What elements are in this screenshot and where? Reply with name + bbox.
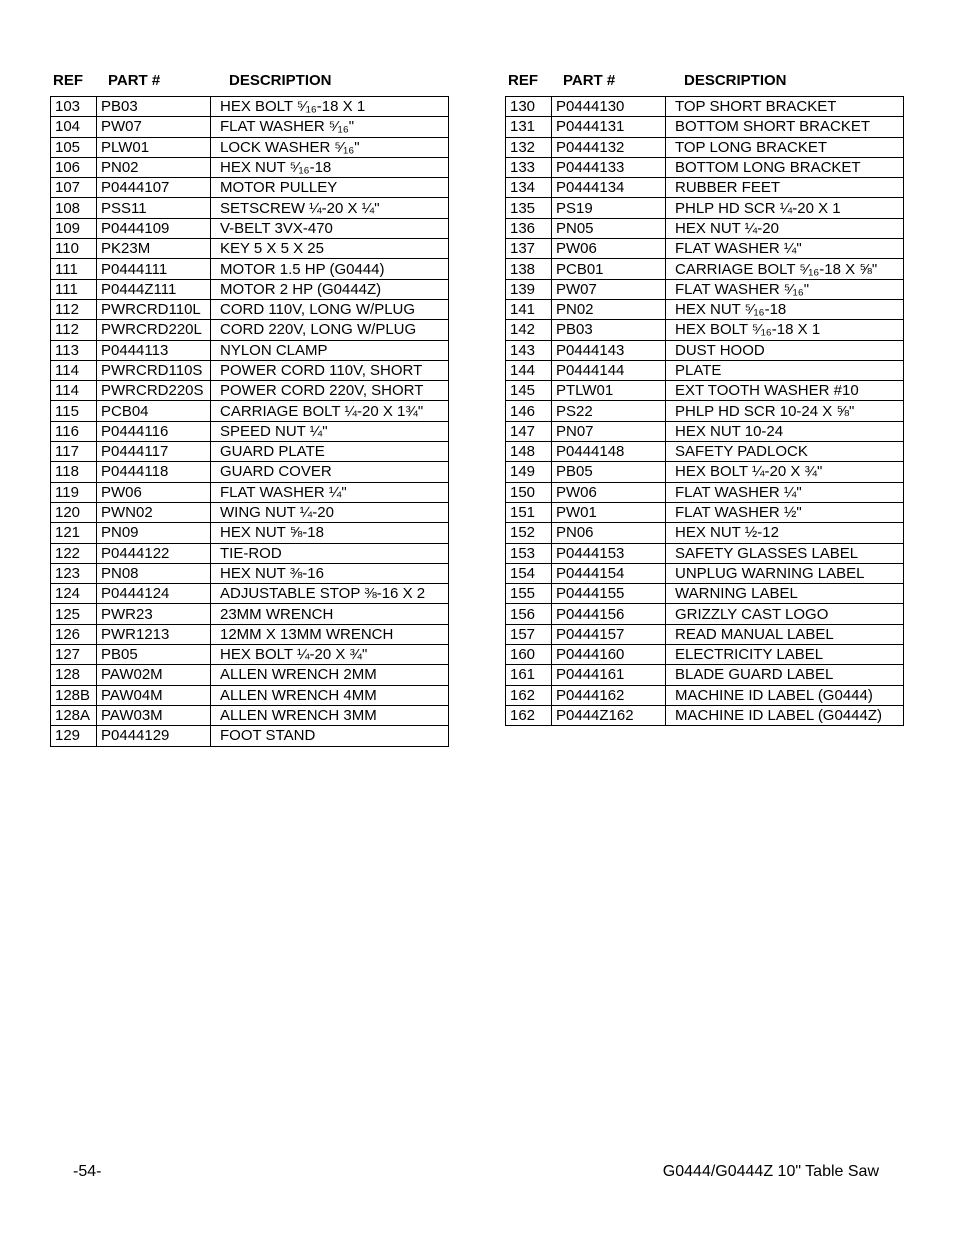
table-row — [506, 259, 904, 279]
description-cell: HEX BOLT ⁵⁄₁₆-18 X 1 — [666, 320, 904, 340]
part-number-cell: PSS11 — [97, 198, 211, 218]
part-number-cell: PN06 — [552, 523, 666, 543]
part-number-cell: PAW04M — [97, 685, 211, 705]
ref-cell: 160 — [506, 645, 552, 665]
description-cell: SPEED NUT ¼" — [211, 421, 449, 441]
description-cell: READ MANUAL LABEL — [666, 624, 904, 644]
ref-cell: 141 — [506, 299, 552, 319]
ref-cell: 124 — [51, 584, 97, 604]
description-cell: KEY 5 X 5 X 25 — [211, 239, 449, 259]
ref-cell: 146 — [506, 401, 552, 421]
description-cell: ELECTRICITY LABEL — [666, 645, 904, 665]
ref-cell: 116 — [51, 421, 97, 441]
part-number-cell: PW06 — [97, 482, 211, 502]
ref-cell: 126 — [51, 624, 97, 644]
table-row — [51, 442, 449, 462]
ref-cell: 115 — [51, 401, 97, 421]
ref-cell: 123 — [51, 563, 97, 583]
part-number-cell: PB05 — [552, 462, 666, 482]
ref-cell: 122 — [51, 543, 97, 563]
table-row — [51, 198, 449, 218]
ref-cell: 145 — [506, 381, 552, 401]
description-cell: MACHINE ID LABEL (G0444) — [666, 685, 904, 705]
ref-cell: 118 — [51, 462, 97, 482]
part-number-cell: P0444153 — [552, 543, 666, 563]
ref-cell: 157 — [506, 624, 552, 644]
description-cell: TOP LONG BRACKET — [666, 137, 904, 157]
part-number-cell: PK23M — [97, 239, 211, 259]
table-row — [51, 563, 449, 583]
manual-title: G0444/G0444Z 10" Table Saw — [662, 1163, 879, 1180]
ref-cell: 108 — [51, 198, 97, 218]
ref-cell: 128B — [51, 685, 97, 705]
part-number-cell: P0444143 — [552, 340, 666, 360]
ref-cell: 143 — [506, 340, 552, 360]
ref-cell: 162 — [506, 705, 552, 725]
table-row — [506, 117, 904, 137]
description-cell: BLADE GUARD LABEL — [666, 665, 904, 685]
part-number-cell: PN07 — [552, 421, 666, 441]
table-row — [506, 279, 904, 299]
description-cell: HEX BOLT ¼-20 X ¾" — [666, 462, 904, 482]
part-number-cell: P0444156 — [552, 604, 666, 624]
table-row — [506, 340, 904, 360]
description-cell: ALLEN WRENCH 3MM — [211, 705, 449, 725]
ref-cell: 105 — [51, 137, 97, 157]
part-number-cell: PWR23 — [97, 604, 211, 624]
parts-list-left — [50, 72, 448, 747]
description-cell: CARRIAGE BOLT ⁵⁄₁₆-18 X ⅝" — [666, 259, 904, 279]
description-cell: BOTTOM LONG BRACKET — [666, 157, 904, 177]
ref-cell: 152 — [506, 523, 552, 543]
description-cell: PLATE — [666, 360, 904, 380]
ref-cell: 109 — [51, 218, 97, 238]
table-row — [51, 157, 449, 177]
ref-cell: 148 — [506, 442, 552, 462]
table-row — [506, 502, 904, 522]
part-number-cell: P0444132 — [552, 137, 666, 157]
part-number-cell: PN09 — [97, 523, 211, 543]
ref-cell: 125 — [51, 604, 97, 624]
table-row — [51, 421, 449, 441]
description-cell: WING NUT ¼-20 — [211, 502, 449, 522]
table-row — [506, 685, 904, 705]
part-number-cell: PW01 — [552, 502, 666, 522]
part-number-cell: PW07 — [552, 279, 666, 299]
part-number-cell: P0444124 — [97, 584, 211, 604]
part-number-cell: P0444130 — [552, 97, 666, 117]
parts-list-right — [505, 72, 903, 726]
ref-cell: 150 — [506, 482, 552, 502]
description-cell: GRIZZLY CAST LOGO — [666, 604, 904, 624]
ref-cell: 154 — [506, 563, 552, 583]
description-cell: POWER CORD 220V, SHORT — [211, 381, 449, 401]
ref-cell: 131 — [506, 117, 552, 137]
table-row — [51, 584, 449, 604]
description-cell: FLAT WASHER ¼" — [666, 482, 904, 502]
part-number-cell: PLW01 — [97, 137, 211, 157]
description-cell: HEX NUT ⅝-18 — [211, 523, 449, 543]
table-row — [51, 523, 449, 543]
part-number-cell: P0444162 — [552, 685, 666, 705]
ref-cell: 132 — [506, 137, 552, 157]
description-cell: PHLP HD SCR 10-24 X ⅝" — [666, 401, 904, 421]
table-row — [506, 320, 904, 340]
ref-cell: 114 — [51, 360, 97, 380]
table-row — [51, 178, 449, 198]
table-row — [506, 381, 904, 401]
part-number-cell: P0444134 — [552, 178, 666, 198]
ref-cell: 162 — [506, 685, 552, 705]
part-number-cell: P0444129 — [97, 726, 211, 746]
part-number-cell: PCB04 — [97, 401, 211, 421]
ref-cell: 103 — [51, 97, 97, 117]
description-cell: CORD 220V, LONG W/PLUG — [211, 320, 449, 340]
table-row — [506, 604, 904, 624]
table-row — [51, 239, 449, 259]
part-number-cell: P0444Z111 — [97, 279, 211, 299]
table-row — [51, 320, 449, 340]
description-cell: SAFETY PADLOCK — [666, 442, 904, 462]
table-row — [51, 381, 449, 401]
part-number-cell: PN02 — [97, 157, 211, 177]
ref-cell: 120 — [51, 502, 97, 522]
ref-cell: 128 — [51, 665, 97, 685]
part-number-cell: P0444109 — [97, 218, 211, 238]
table-row — [506, 523, 904, 543]
table-row — [51, 279, 449, 299]
part-number-cell: PAW02M — [97, 665, 211, 685]
part-number-cell: PN02 — [552, 299, 666, 319]
description-cell: SETSCREW ¼-20 X ¼" — [211, 198, 449, 218]
description-cell: 12MM X 13MM WRENCH — [211, 624, 449, 644]
table-row — [506, 705, 904, 725]
ref-cell: 114 — [51, 381, 97, 401]
table-row — [51, 726, 449, 746]
table-row — [506, 218, 904, 238]
parts-table-right — [505, 96, 904, 726]
table-row — [506, 198, 904, 218]
table-row — [506, 584, 904, 604]
description-cell: MACHINE ID LABEL (G0444Z) — [666, 705, 904, 725]
part-number-cell: PS22 — [552, 401, 666, 421]
part-number-cell: P0444155 — [552, 584, 666, 604]
part-number-cell: PW06 — [552, 239, 666, 259]
part-number-cell: P0444107 — [97, 178, 211, 198]
ref-cell: 135 — [506, 198, 552, 218]
table-row — [51, 360, 449, 380]
part-number-header: PART # — [108, 72, 161, 89]
table-row — [51, 137, 449, 157]
part-number-header: PART # — [563, 72, 616, 89]
ref-cell: 153 — [506, 543, 552, 563]
ref-cell: 151 — [506, 502, 552, 522]
part-number-cell: P0444117 — [97, 442, 211, 462]
description-cell: V-BELT 3VX-470 — [211, 218, 449, 238]
ref-cell: 161 — [506, 665, 552, 685]
part-number-cell: PW07 — [97, 117, 211, 137]
ref-cell: 149 — [506, 462, 552, 482]
part-number-cell: PW06 — [552, 482, 666, 502]
part-number-cell: P0444160 — [552, 645, 666, 665]
part-number-cell: PWN02 — [97, 502, 211, 522]
ref-cell: 137 — [506, 239, 552, 259]
table-row — [51, 218, 449, 238]
ref-cell: 128A — [51, 705, 97, 725]
table-row — [51, 705, 449, 725]
description-cell: FLAT WASHER ⁵⁄₁₆" — [211, 117, 449, 137]
description-cell: FLAT WASHER ¼" — [666, 239, 904, 259]
description-cell: ALLEN WRENCH 2MM — [211, 665, 449, 685]
part-number-cell: P0444157 — [552, 624, 666, 644]
table-row — [51, 482, 449, 502]
ref-cell: 106 — [51, 157, 97, 177]
part-number-cell: P0444148 — [552, 442, 666, 462]
description-cell: SAFETY GLASSES LABEL — [666, 543, 904, 563]
description-cell: HEX NUT ⅜-16 — [211, 563, 449, 583]
table-row — [506, 178, 904, 198]
table-row — [51, 685, 449, 705]
description-cell: HEX NUT ½-12 — [666, 523, 904, 543]
ref-cell: 139 — [506, 279, 552, 299]
table-row — [51, 502, 449, 522]
ref-cell: 129 — [51, 726, 97, 746]
table-row — [51, 604, 449, 624]
ref-cell: 144 — [506, 360, 552, 380]
table-row — [51, 401, 449, 421]
table-row — [51, 543, 449, 563]
description-cell: ALLEN WRENCH 4MM — [211, 685, 449, 705]
ref-cell: 112 — [51, 299, 97, 319]
description-cell: HEX BOLT ¼-20 X ¾" — [211, 645, 449, 665]
description-cell: GUARD COVER — [211, 462, 449, 482]
description-cell: CORD 110V, LONG W/PLUG — [211, 299, 449, 319]
description-cell: LOCK WASHER ⁵⁄₁₆" — [211, 137, 449, 157]
ref-cell: 127 — [51, 645, 97, 665]
part-number-cell: PTLW01 — [552, 381, 666, 401]
description-cell: UNPLUG WARNING LABEL — [666, 563, 904, 583]
ref-header: REF — [53, 72, 83, 89]
part-number-cell: PWRCRD110L — [97, 299, 211, 319]
page-number: -54- — [73, 1163, 102, 1180]
table-row — [51, 624, 449, 644]
ref-cell: 138 — [506, 259, 552, 279]
description-cell: MOTOR 1.5 HP (G0444) — [211, 259, 449, 279]
description-cell: CARRIAGE BOLT ¼-20 X 1¾" — [211, 401, 449, 421]
ref-cell: 117 — [51, 442, 97, 462]
ref-cell: 156 — [506, 604, 552, 624]
part-number-cell: PB03 — [552, 320, 666, 340]
ref-cell: 119 — [51, 482, 97, 502]
ref-cell: 111 — [51, 259, 97, 279]
table-row — [51, 117, 449, 137]
part-number-cell: P0444116 — [97, 421, 211, 441]
table-row — [506, 624, 904, 644]
description-cell: HEX NUT ¼-20 — [666, 218, 904, 238]
part-number-cell: PWR1213 — [97, 624, 211, 644]
description-cell: HEX BOLT ⁵⁄₁₆-18 X 1 — [211, 97, 449, 117]
ref-cell: 130 — [506, 97, 552, 117]
ref-cell: 111 — [51, 279, 97, 299]
part-number-cell: P0444Z162 — [552, 705, 666, 725]
part-number-cell: P0444131 — [552, 117, 666, 137]
part-number-cell: P0444154 — [552, 563, 666, 583]
ref-cell: 133 — [506, 157, 552, 177]
part-number-cell: PN08 — [97, 563, 211, 583]
table-row — [506, 665, 904, 685]
table-row — [51, 340, 449, 360]
part-number-cell: P0444113 — [97, 340, 211, 360]
ref-cell: 155 — [506, 584, 552, 604]
ref-cell: 147 — [506, 421, 552, 441]
table-row — [506, 421, 904, 441]
table-row — [506, 239, 904, 259]
table-row — [51, 665, 449, 685]
table-row — [506, 401, 904, 421]
table-row — [506, 137, 904, 157]
table-row — [51, 462, 449, 482]
part-number-cell: P0444161 — [552, 665, 666, 685]
part-number-cell: P0444133 — [552, 157, 666, 177]
description-cell: EXT TOOTH WASHER #10 — [666, 381, 904, 401]
table-row — [506, 299, 904, 319]
part-number-cell: P0444118 — [97, 462, 211, 482]
part-number-cell: PN05 — [552, 218, 666, 238]
description-cell: RUBBER FEET — [666, 178, 904, 198]
part-number-cell: PB03 — [97, 97, 211, 117]
ref-cell: 104 — [51, 117, 97, 137]
table-row — [51, 299, 449, 319]
description-cell: POWER CORD 110V, SHORT — [211, 360, 449, 380]
description-cell: DUST HOOD — [666, 340, 904, 360]
description-cell: FLAT WASHER ¼" — [211, 482, 449, 502]
ref-cell: 107 — [51, 178, 97, 198]
table-row — [51, 645, 449, 665]
description-cell: MOTOR 2 HP (G0444Z) — [211, 279, 449, 299]
ref-cell: 112 — [51, 320, 97, 340]
description-cell: 23MM WRENCH — [211, 604, 449, 624]
description-cell: TOP SHORT BRACKET — [666, 97, 904, 117]
part-number-cell: PS19 — [552, 198, 666, 218]
part-number-cell: PCB01 — [552, 259, 666, 279]
table-row — [506, 563, 904, 583]
table-row — [506, 645, 904, 665]
description-cell: NYLON CLAMP — [211, 340, 449, 360]
part-number-cell: PWRCRD220L — [97, 320, 211, 340]
description-cell: FLAT WASHER ½" — [666, 502, 904, 522]
description-cell: WARNING LABEL — [666, 584, 904, 604]
table-row — [506, 442, 904, 462]
column-headers-right — [505, 72, 903, 94]
ref-cell: 142 — [506, 320, 552, 340]
table-row — [506, 543, 904, 563]
table-row — [506, 97, 904, 117]
part-number-cell: PB05 — [97, 645, 211, 665]
description-cell: ADJUSTABLE STOP ⅜-16 X 2 — [211, 584, 449, 604]
ref-cell: 134 — [506, 178, 552, 198]
description-cell: TIE-ROD — [211, 543, 449, 563]
table-row — [506, 157, 904, 177]
ref-cell: 136 — [506, 218, 552, 238]
table-row — [51, 259, 449, 279]
description-cell: FOOT STAND — [211, 726, 449, 746]
description-cell: GUARD PLATE — [211, 442, 449, 462]
description-cell: HEX NUT ⁵⁄₁₆-18 — [211, 157, 449, 177]
part-number-cell: PWRCRD110S — [97, 360, 211, 380]
description-header: DESCRIPTION — [684, 72, 787, 89]
part-number-cell: P0444144 — [552, 360, 666, 380]
parts-table-left — [50, 96, 449, 747]
column-headers-left — [50, 72, 448, 94]
ref-cell: 121 — [51, 523, 97, 543]
description-cell: MOTOR PULLEY — [211, 178, 449, 198]
part-number-cell: PWRCRD220S — [97, 381, 211, 401]
description-cell: BOTTOM SHORT BRACKET — [666, 117, 904, 137]
table-row — [506, 462, 904, 482]
description-header: DESCRIPTION — [229, 72, 332, 89]
part-number-cell: PAW03M — [97, 705, 211, 725]
description-cell: PHLP HD SCR ¼-20 X 1 — [666, 198, 904, 218]
ref-cell: 110 — [51, 239, 97, 259]
description-cell: HEX NUT 10-24 — [666, 421, 904, 441]
part-number-cell: P0444111 — [97, 259, 211, 279]
description-cell: FLAT WASHER ⁵⁄₁₆" — [666, 279, 904, 299]
ref-header: REF — [508, 72, 538, 89]
ref-cell: 113 — [51, 340, 97, 360]
table-row — [51, 97, 449, 117]
table-row — [506, 360, 904, 380]
part-number-cell: P0444122 — [97, 543, 211, 563]
table-row — [506, 482, 904, 502]
description-cell: HEX NUT ⁵⁄₁₆-18 — [666, 299, 904, 319]
